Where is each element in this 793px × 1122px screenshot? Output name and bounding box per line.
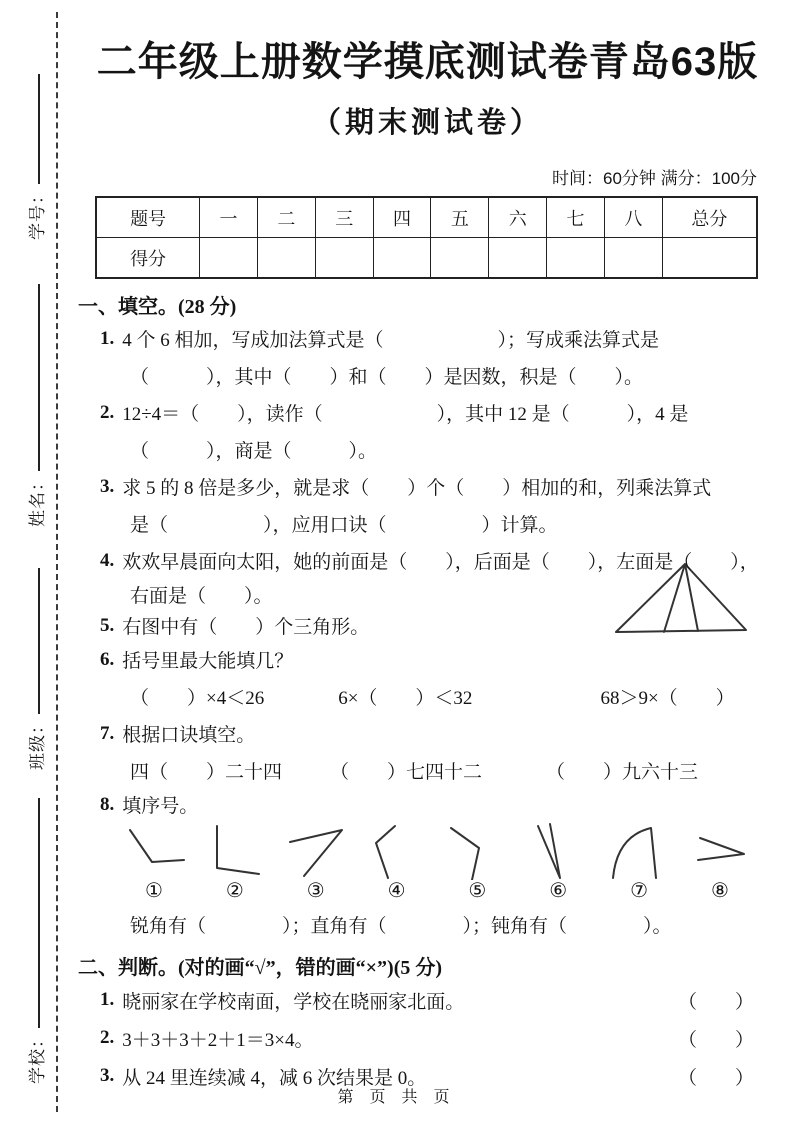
student-name-label: 姓名： <box>27 473 47 527</box>
question-4-line-2 <box>78 579 768 610</box>
score-cell <box>373 238 431 279</box>
answer-blank: （ ） <box>677 1067 754 1089</box>
question-text: 括号里最大能填几？ <box>122 651 294 672</box>
section-one-heading: 一、填空。(28 分) <box>78 295 237 318</box>
judge-text: 从 24 里连续减 4，减 6 次结果是 0。 <box>122 1067 427 1089</box>
figure-label: ④ <box>387 880 406 902</box>
question-7-line-1 <box>78 715 768 752</box>
question-6-expressions <box>78 678 768 715</box>
figure-label: ① <box>145 880 163 902</box>
question-text: 12÷4＝（ ），读作（ ），其中 12 是（ ），4 是 <box>122 404 689 425</box>
header-cell: 题号 <box>96 197 200 238</box>
score-cell <box>547 238 605 279</box>
question-number: 3. <box>100 1065 115 1086</box>
school-label: 学校： <box>27 1030 47 1084</box>
question-text: 根据口诀填空。 <box>122 725 256 746</box>
student-name-blank-line <box>30 284 40 471</box>
student-id-label: 学号： <box>27 186 47 240</box>
question-number: 2. <box>100 1027 115 1048</box>
question-1-line-1 <box>78 320 768 357</box>
student-id-blank-line <box>30 74 40 184</box>
figure-label: ⑧ <box>710 880 729 902</box>
question-number: 7. <box>100 722 115 744</box>
header-cell: 七 <box>547 197 605 238</box>
question-1-line-2 <box>78 357 768 394</box>
section-two-heading: 二、判断。(对的画“√”，错的画“×”)(5 分) <box>78 956 443 979</box>
page-footer: 第 页 共 页 <box>337 1089 456 1106</box>
score-cell <box>662 238 757 279</box>
figure-label: ② <box>225 880 244 902</box>
question-text: 4 个 6 相加，写成加法算式是（ ）；写成乘法算式是 <box>122 330 660 351</box>
question-text: 右图中有（ ）个三角形。 <box>122 617 370 638</box>
question-6-line-1 <box>78 641 768 678</box>
score-table-header-row <box>96 197 757 238</box>
question-3-line-2 <box>78 505 768 542</box>
angle-figure-4 <box>363 822 431 906</box>
question-number: 1. <box>100 989 115 1010</box>
expression: （ ）×4＜26 <box>130 688 265 709</box>
header-cell: 六 <box>489 197 547 238</box>
question-5-line-1 <box>78 610 768 641</box>
obtuse-angle-icon <box>120 822 188 880</box>
question-number: 8. <box>100 793 115 815</box>
school-field <box>22 798 48 1084</box>
question-number: 3. <box>100 475 115 497</box>
header-cell: 一 <box>200 197 258 238</box>
score-cell <box>489 238 547 279</box>
school-blank-line <box>30 798 40 1028</box>
class-label: 班级： <box>27 716 47 770</box>
answer-blank: （ ） <box>677 1029 754 1051</box>
judge-text: 3＋3＋3＋2＋1＝3×4。 <box>122 1029 314 1051</box>
question-8-answer-line <box>78 906 768 943</box>
student-id-field <box>22 74 48 240</box>
question-text: 右面是（ ）。 <box>130 586 273 607</box>
answer-blank: （ ） <box>677 991 754 1013</box>
question-number: 4. <box>100 549 115 571</box>
right-angle-icon <box>201 822 269 880</box>
paper-body <box>78 288 768 1095</box>
angle-figures-row <box>78 820 768 906</box>
question-number: 5. <box>100 614 115 636</box>
acute-angle-icon <box>282 822 350 880</box>
student-name-field <box>22 284 48 527</box>
angle-icon <box>363 822 431 880</box>
score-row-label: 得分 <box>96 238 200 279</box>
question-text: 求 5 的 8 倍是多少，就是求（ ）个（ ）相加的和，列乘法算式 <box>122 478 712 499</box>
header-cell: 五 <box>431 197 489 238</box>
question-4-line-1 <box>78 542 768 579</box>
figure-label: ⑦ <box>630 880 649 902</box>
curved-angle-icon <box>605 822 673 880</box>
header-cell: 总分 <box>662 197 757 238</box>
small-acute-angle-icon <box>686 822 754 880</box>
judge-item-1 <box>78 981 768 1019</box>
question-8-line-1 <box>78 789 768 820</box>
judge-text: 晓丽家在学校南面，学校在晓丽家北面。 <box>122 991 465 1013</box>
expression: 6×（ ）＜32 <box>338 688 473 709</box>
question-text: 锐角有（ ）；直角有（ ）；钝角有（ ）。 <box>130 916 672 937</box>
angle-figure-3 <box>282 822 350 906</box>
score-cell <box>315 238 373 279</box>
score-cell <box>200 238 258 279</box>
figure-label: ⑥ <box>549 880 568 902</box>
question-text: 填序号。 <box>122 796 199 817</box>
class-blank-line <box>30 568 40 714</box>
header-cell: 八 <box>604 197 662 238</box>
header-cell: 四 <box>373 197 431 238</box>
question-2-line-1 <box>78 394 768 431</box>
figure-label: ⑤ <box>468 880 487 902</box>
judge-item-2 <box>78 1019 768 1057</box>
score-table-score-row <box>96 238 757 279</box>
expression: 68＞9×（ ） <box>600 688 735 709</box>
time-score-info: 时间：60分钟 满分：100分 <box>552 169 757 188</box>
angle-figure-5 <box>443 822 511 906</box>
question-7-expressions <box>78 752 768 789</box>
question-number: 6. <box>100 648 115 670</box>
question-number: 2. <box>100 401 115 423</box>
score-cell <box>257 238 315 279</box>
header-cell: 三 <box>315 197 373 238</box>
obtuse-angle-icon <box>443 822 511 880</box>
question-3-line-1 <box>78 468 768 505</box>
angle-figure-6 <box>524 822 592 906</box>
class-field <box>22 568 48 770</box>
angle-figure-2 <box>201 822 269 906</box>
paper-subtitle: （期末测试卷） <box>311 107 543 139</box>
narrow-acute-angle-icon <box>524 822 592 880</box>
paper-title: 二年级上册数学摸底测试卷青岛63版 <box>96 40 759 84</box>
expression: 四（ ）二十四 <box>130 762 283 783</box>
question-number: 1. <box>100 327 115 349</box>
question-text: 是（ ），应用口诀（ ）计算。 <box>130 515 558 536</box>
angle-figure-7 <box>605 822 673 906</box>
margin-dashed-divider <box>56 12 58 1112</box>
question-2-line-2 <box>78 431 768 468</box>
expression: （ ）七四十二 <box>330 762 483 783</box>
figure-label: ③ <box>306 880 325 902</box>
angle-figure-8 <box>686 822 754 906</box>
question-text: （ ），其中（ ）和（ ）是因数，积是（ ）。 <box>130 367 644 388</box>
score-cell <box>604 238 662 279</box>
score-cell <box>431 238 489 279</box>
question-text: 欢欢早晨面向太阳，她的前面是（ ），后面是（ ），左面是（ ）， <box>122 552 759 573</box>
header-cell: 二 <box>257 197 315 238</box>
question-text: （ ），商是（ ）。 <box>130 441 378 462</box>
angle-figure-1 <box>120 822 188 906</box>
expression: （ ）九六十三 <box>546 762 699 783</box>
score-table <box>95 196 758 279</box>
